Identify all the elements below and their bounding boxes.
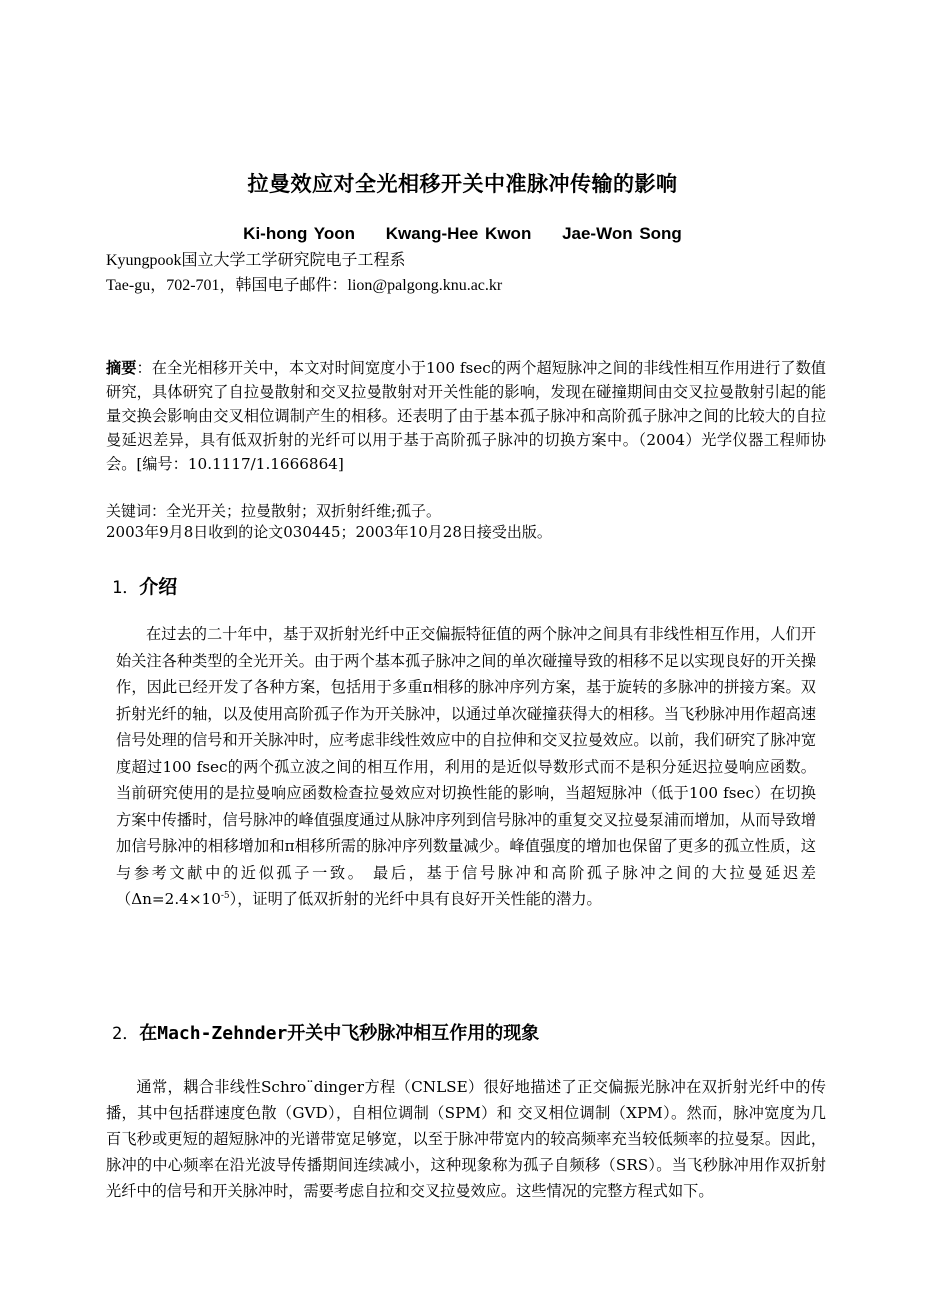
paper-title: 拉曼效应对全光相移开关中准脉冲传输的影响 <box>247 172 678 196</box>
author-name: Kwang-Hee Kwon <box>385 224 532 243</box>
abstract-text: ：在全光相移开关中，本文对时间宽度小于100 fsec的两个超短脉冲之间的非线性相互作用进行了数值研究，具体研究了自拉曼散射和交叉拉曼散射对开关性能的影响，发现在碰撞期间由交叉拉曼散射引起的能量交换会影响由交叉相位调制产生的相移。还表明了由于基本孤子脉冲和高阶孤子脉冲之间的比较大的自拉曼延迟差异，具有低双折射的光纤可以用于基于高阶孤子脉冲的切换方案中。（2004）光学仪器工程师协会。[编号：10.1117/1.1666864] <box>106 359 826 473</box>
section-heading <box>112 1019 539 1045</box>
exponent: -5 <box>220 890 230 901</box>
keywords: 关键词：全光开关；拉曼散射；双折射纤维;孤子。 <box>106 502 442 520</box>
section-paragraph <box>106 1074 826 1204</box>
paragraph-text-end: ），证明了低双折射的光纤中具有良好开关性能的潜力。 <box>229 890 602 908</box>
section-number: 1． <box>112 578 140 598</box>
affiliation-line: Kyungpook国立大学工学研究院电子工程系 <box>106 252 406 269</box>
affiliation-contact: Tae-gu，702-701，韩国电子邮件：lion@palgong.knu.ac.kr <box>106 277 503 294</box>
section-title: 介绍 <box>139 576 178 598</box>
abstract-label: 摘要 <box>106 359 137 377</box>
paragraph-text: 在过去的二十年中，基于双折射光纤中正交偏振特征值的两个脉冲之间具有非线性相互作用，人们开始关注各种类型的全光开关。由于两个基本孤子脉冲之间的单次碰撞导致的相移不足以实现良好的开关操作，因此已经开发了各种方案，包括用于多重π相移的脉冲序列方案，基于旋转的多脉冲的拼接方案。双折射光纤的轴，以及使用高阶孤子作为开关脉冲，以通过单次碰撞获得大的相移。当飞秒脉冲用作超高速信号处理的信号和开关脉冲时，应考虑非线性效应中的自拉伸和交叉拉曼效应。以前，我们研究了脉冲宽度超过100 fsec的两个孤立波之间的相互作用，利用的是近似导数形式而不是积分延迟拉曼响应函数。当前研究使用的是拉曼响应函数检查拉曼效应对切换性能的影响，当超短脉冲（低于100 fsec）在切换方案中传播时，信号脉冲的峰值强度通过从脉冲序列到信号脉冲的重复交叉拉曼泵浦而增加，从而导致增加信号脉冲的相移增加和π相移所需的脉冲序列数量减少。峰值强度的增加也保留了更多的孤立性质，这与参考文献中的近似孤子一致。 最后，基于信号脉冲和高阶孤子脉冲之间的大拉曼延迟差（Δn=2.4×10 <box>116 625 816 908</box>
section-title: 在Mach-Zehnder开关中飞秒脉冲相互作用的现象 <box>139 1023 540 1044</box>
section-number: 2． <box>112 1024 140 1044</box>
author-name: Ki-hong Yoon <box>243 224 356 243</box>
paragraph-text: 通常，耦合非线性Schro¨dinger方程（CNLSE）很好地描述了正交偏振光脉冲在双折射光纤中的传播，其中包括群速度色散（GVD），自相位调制（SPM）和 交叉相位调制（XPM）。然而，脉冲宽度为几百飞秒或更短的超短脉冲的光谱带宽足够宽，以至于脉冲带宽内的较高频率充当较低频率的拉曼泵。因此，脉冲的中心频率在沿光波导传播期间连续减小，这种现象称为孤子自频移（SRS）。当飞秒脉冲用作双折射光纤中的信号和开关脉冲时，需要考虑自拉和交叉拉曼效应。这些情况的完整方程式如下。 <box>106 1078 826 1200</box>
section-heading <box>112 572 177 599</box>
author-name: Jae-Won Song <box>562 224 682 243</box>
author-list <box>0 224 925 244</box>
section-paragraph <box>116 621 816 913</box>
received-date: 2003年9月8日收到的论文030445；2003年10月28日接受出版。 <box>106 523 552 541</box>
abstract <box>106 356 826 476</box>
